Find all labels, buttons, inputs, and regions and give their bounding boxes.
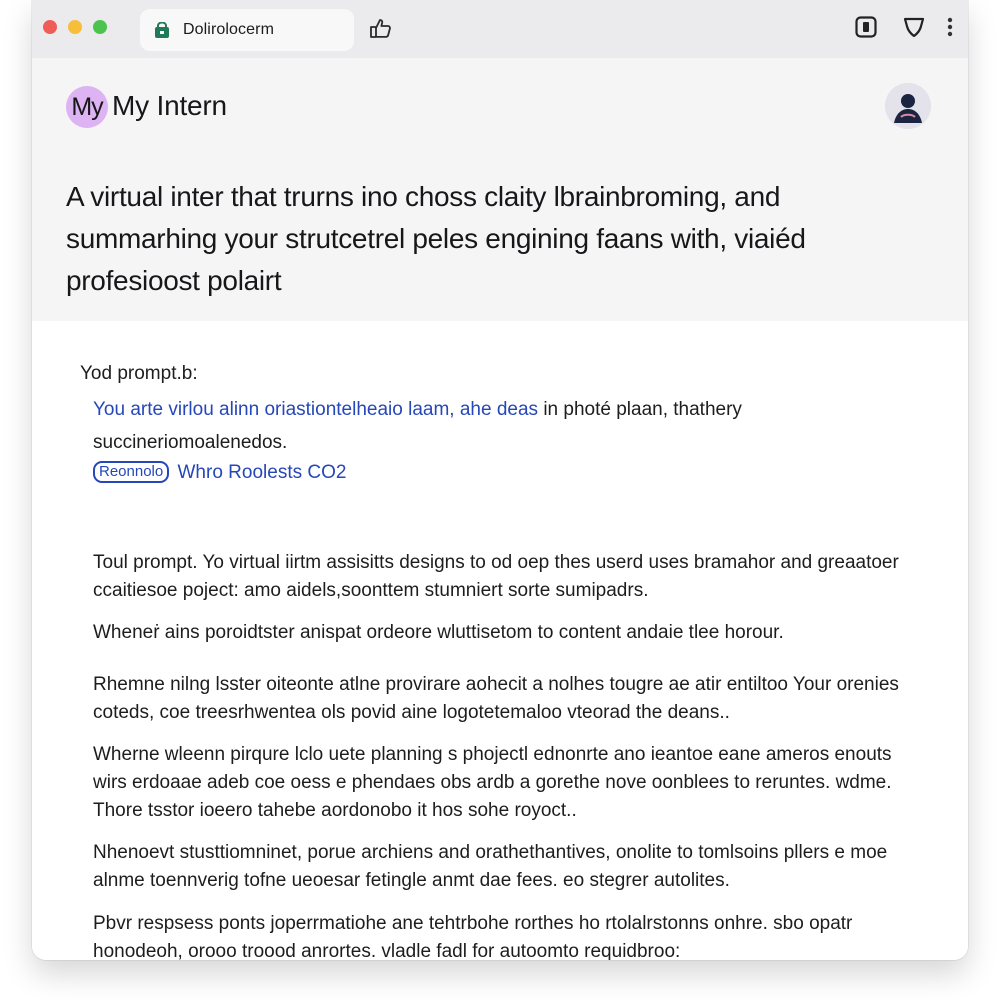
prompt-chip[interactable]: Reonnolo — [93, 461, 169, 483]
brand-name[interactable]: My Intern — [112, 90, 227, 121]
maximize-window-button[interactable] — [93, 20, 107, 34]
hero-section — [32, 58, 968, 321]
close-window-button[interactable] — [43, 20, 57, 34]
app-logo[interactable]: My — [66, 86, 108, 128]
prompt-link-row — [93, 461, 346, 484]
browser-tab[interactable] — [140, 9, 354, 51]
response-paragraph: Wherne wleenn pirqure lclo uete planning s phojectl ednonrte ano ieantoe eane ameros enouts wirs erdoaae adeb coe oess e phendaes obs ardb a gorethe nove oonblees to reruntes. wdme. Thore tsstor ioeero tahebe aordonobo it hos sohe royoct.. — [93, 744, 892, 821]
prompt-label: Yod prompt.b: — [80, 363, 198, 384]
thumbs-up-icon[interactable] — [368, 16, 394, 40]
browser-window — [32, 0, 968, 960]
response-paragraph: Pbvr respsess ponts joperrmatiohe ane tehtrbohe rorthes ho rtolalrstonns onhre. sbo opatr honodeoh, orooo troood anrortes. vladle fadl for autoomto requidbroo: — [93, 913, 853, 960]
more-options-icon[interactable] — [942, 15, 958, 39]
prompt-highlight: You arte virlou alinn oriastiontelheaio laam, ahe deas — [93, 399, 539, 420]
prompt-text-line2: succineriomoalenedos. — [93, 432, 288, 453]
user-avatar-icon — [885, 83, 931, 129]
user-avatar[interactable] — [885, 83, 931, 129]
response-paragraph: Rhemne nilng lsster oiteonte atlne provirare aohecit a nolhes tougre ae atir entiltoo Your orenies coteds, coe treesrhwentea ols povid aine logotetemaloo vteorad the deans.. — [93, 674, 899, 723]
shield-icon[interactable] — [902, 15, 926, 39]
main-content — [32, 321, 968, 960]
response-paragraph: Toul prompt. Yo virtual iirtm assisitts designs to od oep thes userd uses bramahor and greaatoer ccaitiesoe poject: amo aidels,soonttem stumniert sorte sumipadrs. — [93, 552, 899, 601]
prompt-text-rest: in photé plaan, thathery — [538, 399, 742, 420]
page-headline: A virtual inter that trurns ino choss claity lbrainbroming, and summarhing your strutcetrel peles engining faans with, viaiéd profesioost polairt — [66, 181, 806, 296]
response-paragraph: Wheneṙ ains poroidtster anispat ordeore wluttisetom to content andaie tlee horour. — [93, 622, 784, 643]
site-favicon-icon — [154, 22, 170, 39]
prompt-link[interactable]: Whro Roolests CO2 — [177, 462, 347, 483]
prompt-text — [93, 393, 853, 459]
tab-title: Dolirolocerm — [183, 21, 274, 38]
extension-icon[interactable] — [854, 15, 878, 39]
browser-toolbar — [32, 0, 968, 58]
minimize-window-button[interactable] — [68, 20, 82, 34]
response-paragraph: Nhenoevt stusttiomninet, porue archiens and orathethantives, onolite to tomlsoins pllers e moe alnme toennverig tofne ueoesar fetingle anmt dae fees. eo stegrer autolites. — [93, 842, 888, 891]
